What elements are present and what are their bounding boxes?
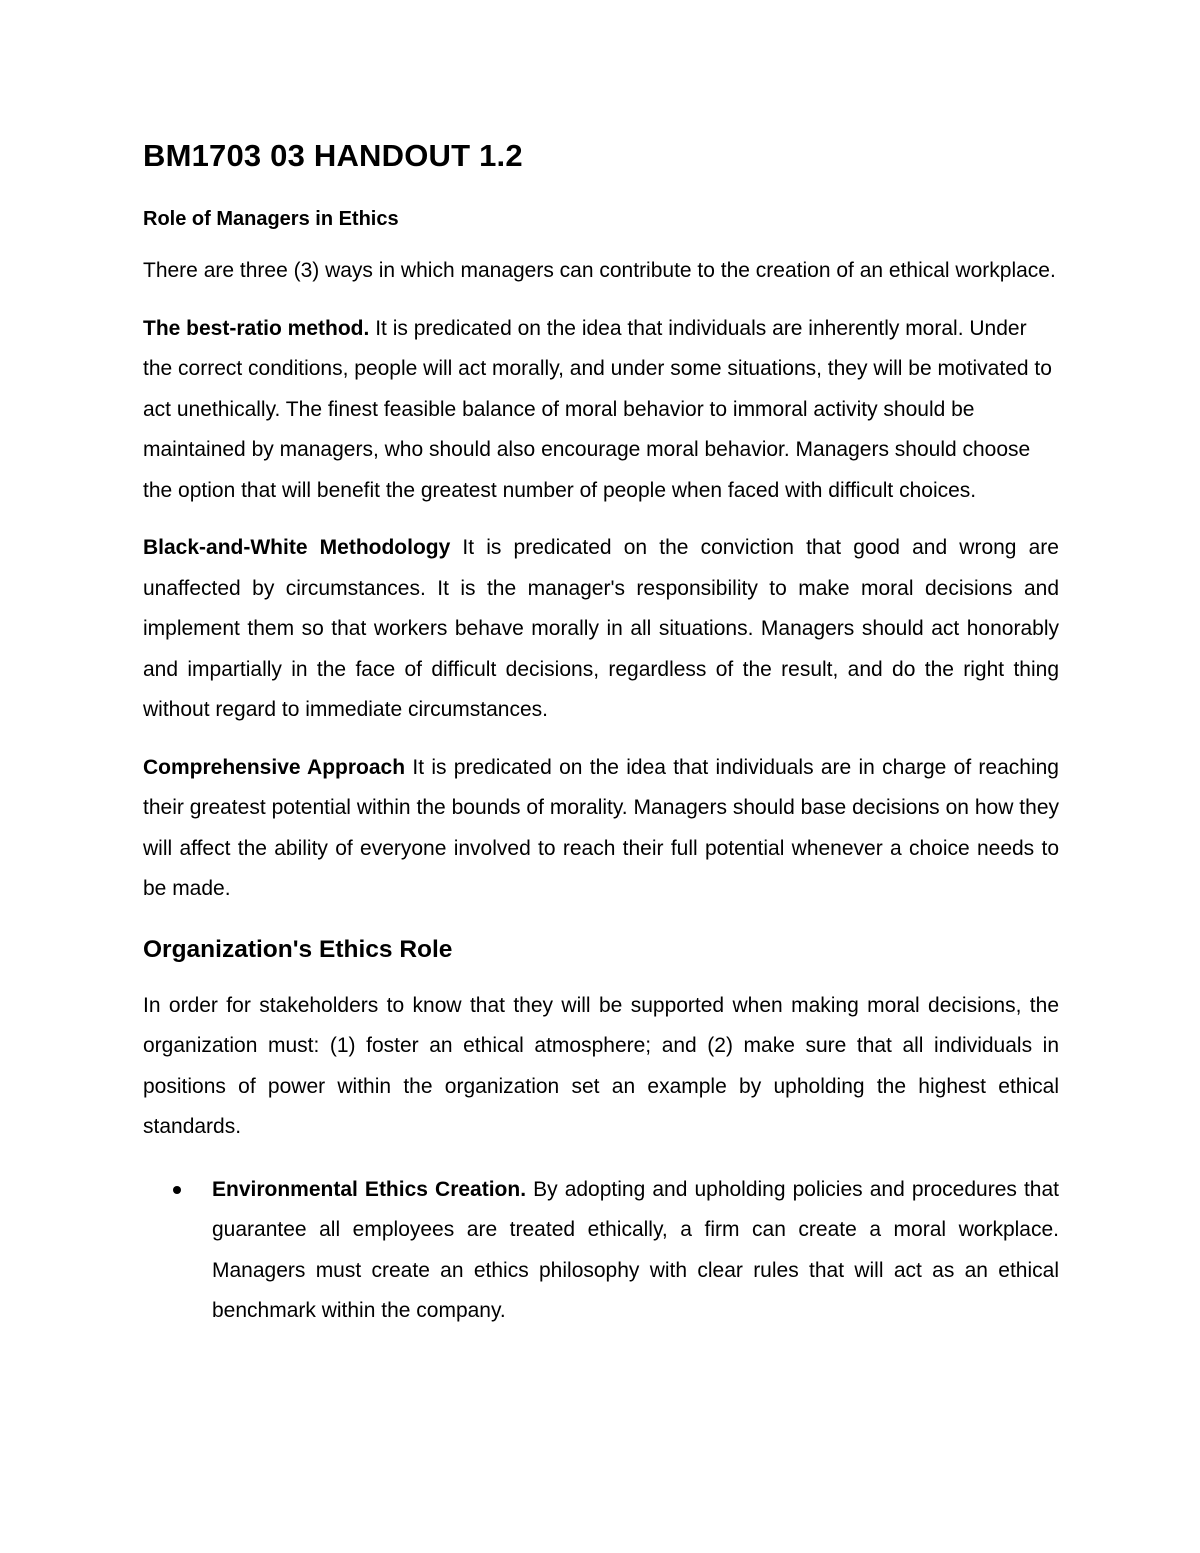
method-paragraph-black-and-white	[143, 528, 1059, 731]
method-description: It is predicated on the idea that individuals are inherently moral. Under the correct conditions, people will act morally, and under some situations, they will be motivated to act unethically. The finest feasible balance of moral behavior to immoral activity should be maintained by managers, who should also encourage moral behavior. Managers should choose the option that will benefit the greatest number of people when faced with difficult choices.	[143, 316, 1052, 502]
section-intro-managers-role: There are three (3) ways in which managers can contribute to the creation of an ethical workplace.	[143, 259, 1056, 282]
list-item-description: By adopting and upholding policies and procedures that guarantee all employees are treated ethically, a firm can create a moral workplace. Managers must create an ethics philosophy with clear rules that will act as an ethical benchmark within the company.	[212, 1177, 1059, 1322]
organization-role-list	[143, 1170, 1059, 1332]
document-title: BM1703 03 HANDOUT 1.2	[143, 138, 523, 173]
list-item-term: Environmental Ethics Creation.	[212, 1177, 527, 1201]
method-paragraph-comprehensive	[143, 748, 1059, 910]
document-content	[143, 138, 1059, 1332]
section-heading-organization-role: Organization's Ethics Role	[143, 935, 453, 963]
method-term: Black-and-White Methodology	[143, 536, 451, 559]
method-description: It is predicated on the conviction that good and wrong are unaffected by circumstances. It is the manager's responsibility to make moral decisions and implement them so that workers behave morally in all situations. Managers should act honorably and impartially in the face of difficult decisions, regardless of the result, and do the right thing without regard to immediate circumstances.	[143, 536, 1059, 721]
method-term: The best-ratio method.	[143, 316, 370, 340]
section-heading-managers-role: Role of Managers in Ethics	[143, 208, 399, 230]
method-term: Comprehensive Approach	[143, 755, 406, 779]
list-item	[143, 1170, 1059, 1332]
method-description: It is predicated on the idea that individuals are in charge of reaching their greatest potential within the bounds of morality. Managers should base decisions on how they will affect the ability of everyone involved to reach their full potential whenever a choice needs to be made.	[143, 755, 1059, 900]
section-intro-organization-role: In order for stakeholders to know that they will be supported when making moral decisions, the organization must: (1) foster an ethical atmosphere; and (2) make sure that all individuals in positions of power within the organization set an example by upholding the highest ethical standards.	[143, 993, 1059, 1138]
method-paragraph-best-ratio	[143, 309, 1059, 512]
bullet-icon	[173, 1186, 181, 1194]
